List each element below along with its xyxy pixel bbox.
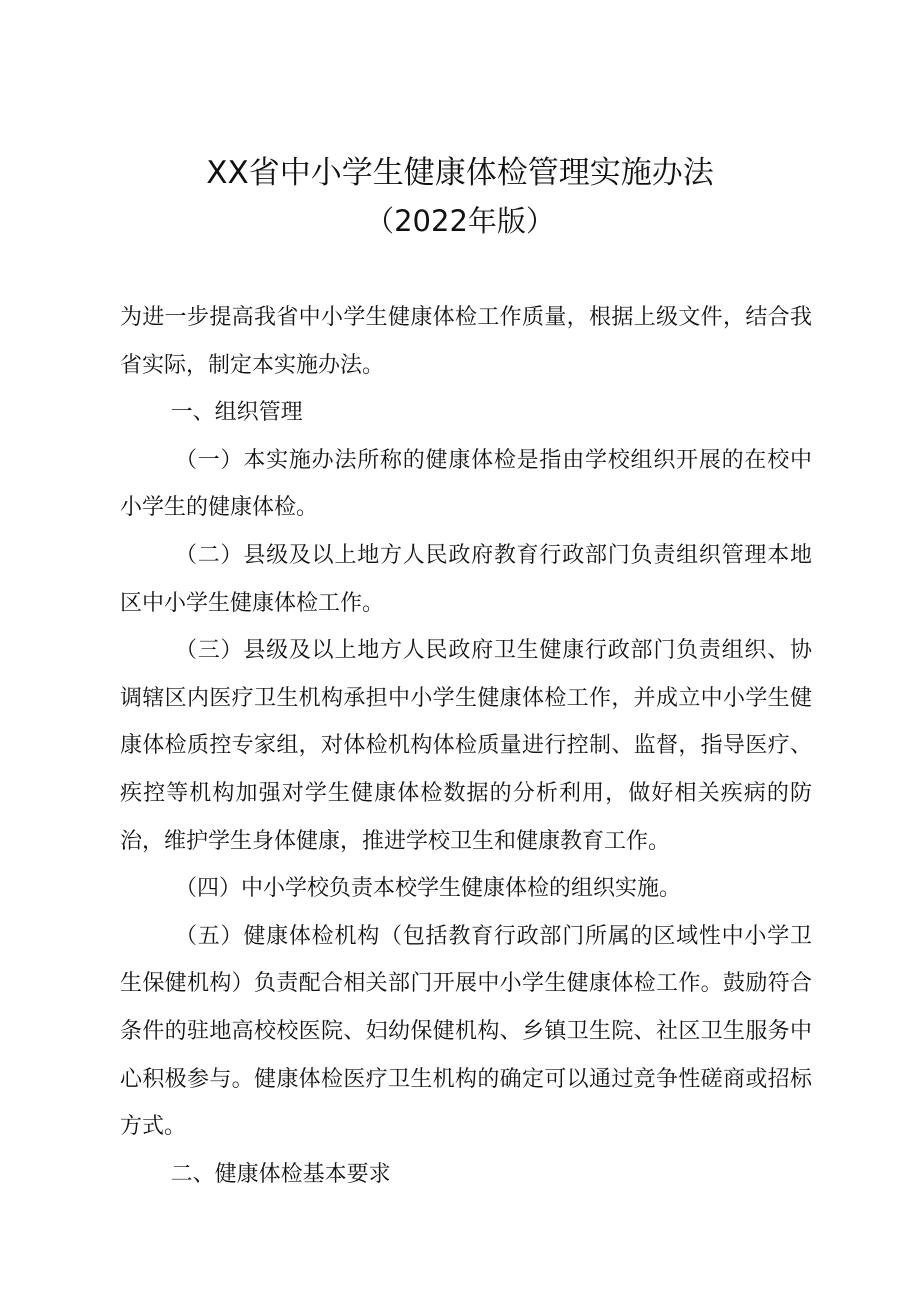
intro-paragraph: 为进一步提高我省中小学生健康体检工作质量，根据上级文件，结合我省实际，制定本实施办法。 (120, 305, 812, 378)
clause-paragraph-2: （二）县级及以上地方人民政府教育行政部门负责组织管理本地区中小学生健康体检工作。 (120, 542, 812, 616)
document-title: XX省中小学生健康体检管理实施办法 (206, 155, 714, 191)
document-subtitle: （2022年版） (365, 204, 555, 238)
clause-paragraph-5: （五）健康体检机构（包括教育行政部门所属的区域性中小学卫生保健机构）负责配合相关部门开展中小学生健康体检工作。鼓励符合条件的驻地高校校医院、妇幼保健机构、乡镇卫生院、社区卫生服务中心积极参与。健康体检医疗卫生机构的确定可以通过竞争性磋商或招标方式。 (120, 923, 812, 1140)
clause-paragraph-4: （四）中小学校负责本校学生健康体检的组织实施。 (175, 876, 682, 902)
section-heading-organization: 一、组织管理 (170, 400, 303, 426)
clause-paragraph-1: （一）本实施办法所称的健康体检是指由学校组织开展的在校中小学生的健康体检。 (120, 447, 812, 521)
clause-paragraph-3: （三）县级及以上地方人民政府卫生健康行政部门负责组织、协调辖区内医疗卫生机构承担中小学生健康体检工作，并成立中小学生健康体检质控专家组，对体检机构体检质量进行控制、监督，指导医疗、疾控等机构加强对学生健康体检数据的分析利用，做好相关疾病的防治，维护学生身体健康，推进学校卫生和健康教育工作。 (120, 638, 812, 854)
section-heading-requirements: 二、健康体检基本要求 (170, 1161, 391, 1187)
document-body (120, 294, 812, 1198)
